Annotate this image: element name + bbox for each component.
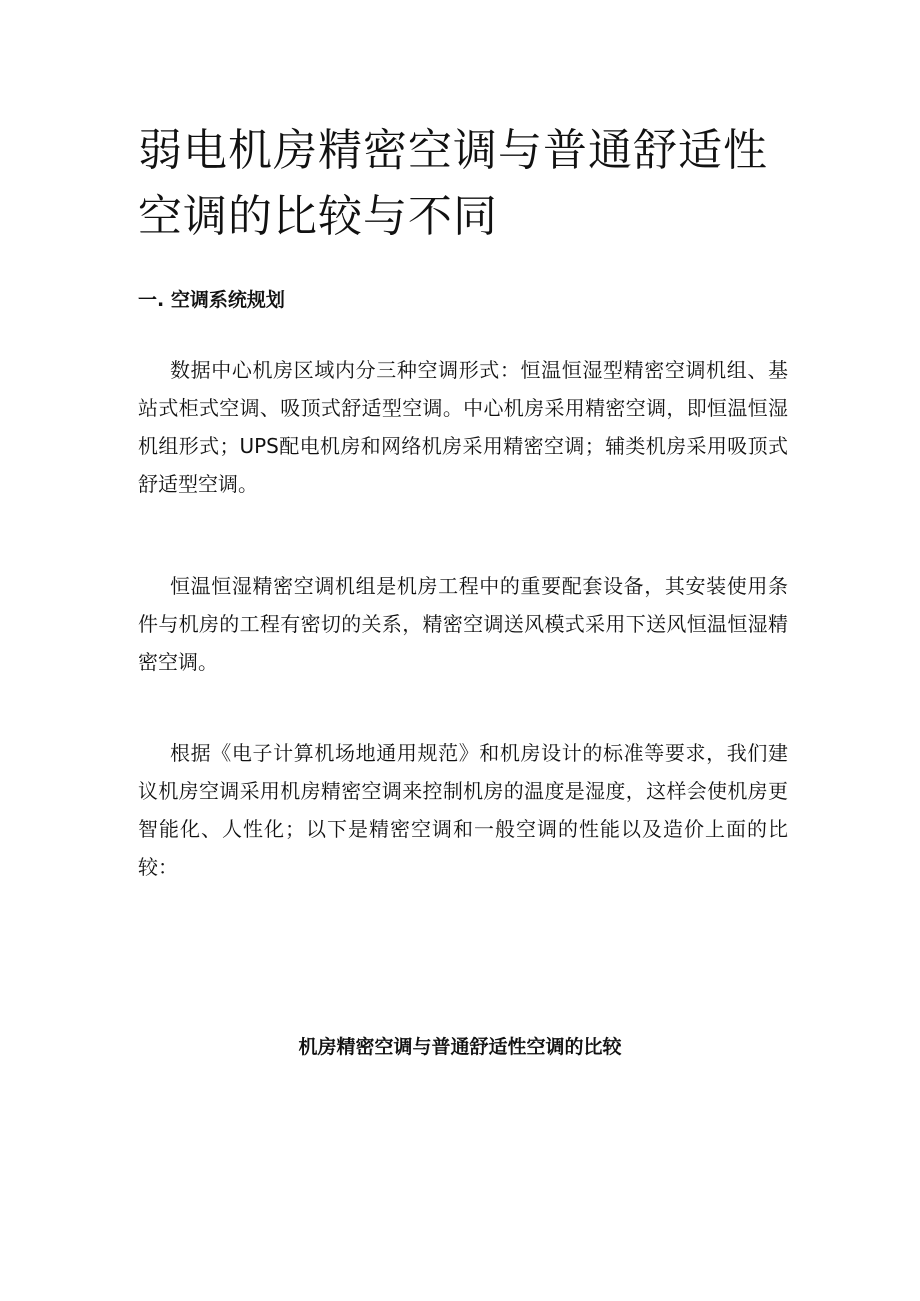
document-title: 弱电机房精密空调与普通舒适性空调的比较与不同 — [138, 125, 768, 242]
table-caption: 机房精密空调与普通舒适性空调的比较 — [298, 1036, 622, 1058]
paragraph-air-conditioning-forms: 数据中心机房区域内分三种空调形式：恒温恒湿型精密空调机组、基站式柜式空调、吸顶式舒适型空调。中心机房采用精密空调，即恒温恒湿机组形式；UPS配电机房和网络机房采用精密空调；辅类机房采用吸顶式舒适型空调。 — [138, 358, 788, 496]
paragraph-recommendation: 根据《电子计算机场地通用规范》和机房设计的标准等要求，我们建议机房空调采用机房精密空调来控制机房的温度是湿度，这样会使机房更智能化、人性化；以下是精密空调和一般空调的性能以及造价上面的比较： — [138, 741, 788, 879]
paragraph-precision-unit: 恒温恒湿精密空调机组是机房工程中的重要配套设备，其安装使用条件与机房的工程有密切的关系，精密空调送风模式采用下送风恒温恒湿精密空调。 — [138, 574, 788, 674]
section-heading: 一. 空调系统规划 — [138, 289, 285, 311]
